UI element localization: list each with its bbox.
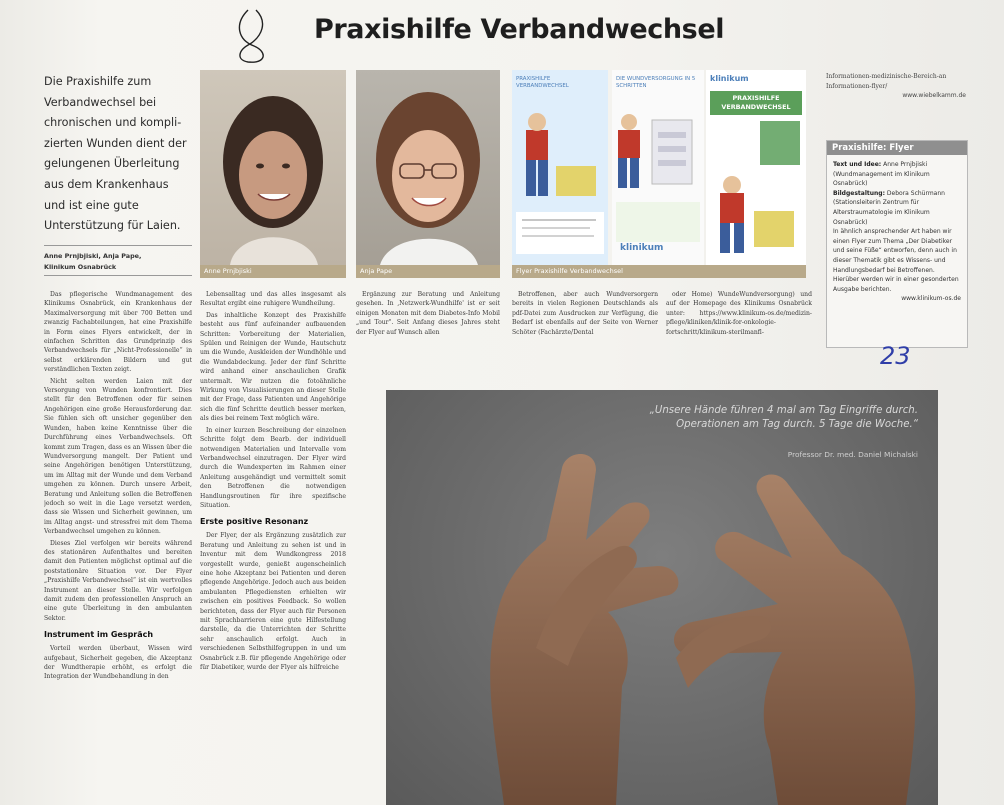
divider: [44, 245, 192, 246]
ad-quote: „Unsere Hände führen 4 mal am Tag Eingriffe durch. Operationen am Tag durch. 5 Tage die Woche.“: [649, 405, 918, 430]
article-column-5: [666, 290, 812, 350]
subheading-instrument: Instrument im Gespräch: [44, 630, 154, 640]
continuation-url: www.wiebelkamm.de: [902, 92, 966, 100]
flyer-panel-2-title: DIE WUNDVERSORGUNG IN 5 SCHRITTEN: [616, 76, 696, 89]
flyer-figure-2: [612, 90, 704, 260]
subheading-resonanz: Erste positive Resonanz: [200, 517, 309, 527]
info-image-label: Bildgestaltung:: [833, 189, 885, 197]
flyer-figure-1: [512, 90, 608, 260]
flyer-panel-3-title: PRAXISHILFE VERBANDWECHSEL: [710, 91, 802, 115]
paragraph: Lebensalltag und das alles insgesamt als Resultat ergibt eine ruhigere Wundheilung.: [200, 291, 346, 308]
photo-1-caption: Anne Prnjbjiski: [200, 265, 346, 278]
author-photo-1: [200, 70, 346, 265]
flyer-panel-2-logo: klinikum: [620, 243, 664, 253]
paragraph: Ergänzung zur Beratung und Anleitung gesehen. In ‚Netzwerk-Wundhilfe' ist er seit einigen Monaten mit dem Diabetes-Info Mobil „und Tour". Seit Anfang dieses Jahres steht der Flyer auf Wunsch allen: [356, 291, 500, 336]
flyer-caption: Flyer Praxishilfe Verbandwechsel: [512, 265, 806, 278]
info-box-text: In ähnlich ansprechender Art haben wir einen Flyer zum Thema „Der Diabetiker und seine Füße“ entworfen, denn auch in dieser Thematik gibt es Wissens- und Handlungsbedarf bei Betroffenen. Hierüber werden wir in einer gesonderten Ausgabe berichten.: [833, 228, 959, 293]
info-text-value: Anne Prnjbjiski (Wundmanagement im Klinikum Osnabrück): [833, 161, 930, 188]
authors-names: Anne Prnjbjiski, Anja Pape,: [44, 252, 142, 260]
flyer-panel-1-title: PRAXISHILFE VERBANDWECHSEL: [516, 76, 569, 89]
authors: [44, 251, 192, 273]
hands-illustration: [386, 390, 938, 805]
handwritten-scribble: [228, 6, 278, 66]
paragraph: In einer kurzen Beschreibung der einzelnen Schritte folgt dem Bearb. der individuell notwendigen Materialien und Intervalle vom Verbandwechsel einzutragen. Der Flyer wird durch die Wundexperten im Rahmen einer Anleitung ausgehändigt und vermittelt somit den Betroffenen die notwendigen Handlungsroutinen für ihre spezifische Situation.: [200, 426, 346, 509]
article-title: Praxishilfe Verbandwechsel: [314, 14, 725, 45]
flyer-panel-3-logo: klinikum: [710, 74, 749, 83]
author-photo-2: [356, 70, 500, 265]
flyer-panel-1: [512, 70, 608, 278]
info-box-body: [827, 155, 967, 304]
paragraph: Dieses Ziel verfolgen wir bereits während des stationären Aufenthaltes und bereiten damit den Patienten möglichst optimal auf die poststationäre Situation vor. Der Flyer „Praxishilfe Verbandwechsel“ ist ein wertvolles Instrument an dieser Stelle. Wir verfolgen damit zudem den professionellen Anspruch an eine gute Überleitung in den ambulanten Sektor.: [44, 539, 192, 622]
flyer-figure-3: [706, 115, 806, 265]
top-right-continuation: [826, 72, 966, 101]
handwritten-page-number: 23: [880, 342, 911, 370]
info-box: [826, 140, 968, 348]
divider: [44, 275, 192, 276]
paragraph: Das pflegerische Wundmanagement des Klinikums Osnabrück, ein Krankenhaus der Maximalversorgung mit über 700 Betten und zwanzig Fachabteilungen, hat eine Praxishilfe in Form eines Flyers entwickelt, der in einfachen Schritten das Grundprinzip des Verbandwechsels für „Nicht-Professionelle“ in selbst erklärenden Bildern und gut verständlichen Texten zeigt.: [44, 291, 192, 374]
flyer-panel-2: [612, 70, 704, 278]
article-column-3: [356, 290, 500, 350]
info-box-title: Praxishilfe: Flyer: [827, 141, 967, 155]
paragraph: Vorteil werden überbaut, Wissen wird aufgebaut, Sicherheit gegeben, die Akzeptanz der Wundtherapie erhöht, es erfolgt die Integration der Wundbehandlung in den: [44, 645, 192, 681]
article-column-1: [44, 290, 192, 790]
continuation-line: Informationen-medizinische-Bereich-an: [826, 73, 947, 80]
advertisement-hands: [386, 390, 938, 805]
info-image-value: Debora Schürmann (Stationsleiterin Zentrum für Alterstraumatologie im Klinikum Osnabrück): [833, 189, 945, 226]
info-text-label: Text und Idee:: [833, 161, 882, 168]
paragraph: Betroffenen, aber auch Wundversorgern bereits in vielen Regionen Deutschlands als pdf-Datei zum Ausdrucken zur Verfügung, die Bedarf ist ebenfalls auf der Seite von Werner Schöter (Fachärzte/Dental: [512, 291, 658, 336]
article-column-4: [512, 290, 658, 350]
photo-2-caption: Anja Pape: [356, 265, 500, 278]
flyer-panel-3: [706, 70, 806, 278]
info-box-url: www.klinikum-os.de: [901, 295, 961, 303]
ad-author: Professor Dr. med. Daniel Michalski: [787, 450, 918, 459]
paragraph: oder Home) WundeWundversorgung) und auf der Homepage des Klinikums Osnabrück unter: https://www.klinikum-os.de/medizin-pflege/kliniken/klinik-for-onkologie-fortschritt/klinikum-sterilmanfl-: [666, 291, 812, 336]
paragraph: Nicht selten werden Laien mit der Versorgung von Wunden konfrontiert. Dies stellt für den Betroffenen oder für seinen Angehörigen eine große Herausforderung dar. Sie fühlen sich oft unsicher gegenüber den Wunden, haben keine Kenntnisse über die Durchführung eines Verbandwechsels. Oft kommt zum Tragen, dass es an Wissen über die Wundversorgung mangelt. Der Patient und seine Angehörigen benötigen Unterstützung, um im Alltag mit der Wunde und dem Verband umgehen zu können. Durch unsere Arbeit, Beratung und Anleitung sollen die Betroffenen jedoch so weit in die Lage versetzt werden, dass sie Wissen und Sicherheit gewinnen, um im Alltag angst- und stressfrei mit dem Thema Verbandwechsel umgehen zu können.: [44, 377, 192, 536]
authors-affiliation: Klinikum Osnabrück: [44, 263, 117, 271]
intro-lead: Die Praxishilfe zum Verbandwechsel bei chronischen und kompli-zierten Wunden dient der gelungenen Überleitung aus dem Krankenhaus und ist eine gute Unterstützung für Laien.: [44, 75, 187, 233]
continuation-line: Informationen-flyer/: [826, 82, 888, 90]
paragraph: Der Flyer, der als Ergänzung zusätzlich zur Beratung und Anleitung zu sehen ist und in Inventur mit dem Wundkongress 2018 vorgestellt wurde, genießt augenscheinlich eine hohe Akzeptanz bei Patienten und deren pflegende Angehörige. Jedoch auch aus beiden ambulanten Pflegediensten erhielten wir zwischen ein positives Feedback. So wollen berichteten, dass der Flyer auch für Personen mit Sprachbarrieren eine gute Hilfestellung darstelle, da die Unterrichten der Schritte sehr anschaulich erfolgt. Auch in verschiedenen Selbsthilfegruppen in und um Osnabrück z.B. für pflegende Angehörige oder für Diabetiker, wurde der Flyer als hilfreiche: [200, 532, 346, 672]
article-column-2: [200, 290, 346, 790]
paragraph: Das inhaltliche Konzept des Praxishilfe besteht aus fünf aufeinander aufbauenden Schritten: Vorbereitung der Materialien, Spülen und Reinigen der Wunde, Hautschutz um die Wunde, Auskleiden der Wundhöhle und die Wundabdeckung. Jeder der fünf Schritte wird anhand einer anschaulichen Grafik untermalt. Wir nutzen die fotoähnliche Wirkung von Visualisierungen an dieser Stelle mit der Frage, dass Patienten und Angehörige sich die fünf Schritte deutlich besser merken, als dies bei reinem Text möglich wäre.: [200, 311, 346, 423]
